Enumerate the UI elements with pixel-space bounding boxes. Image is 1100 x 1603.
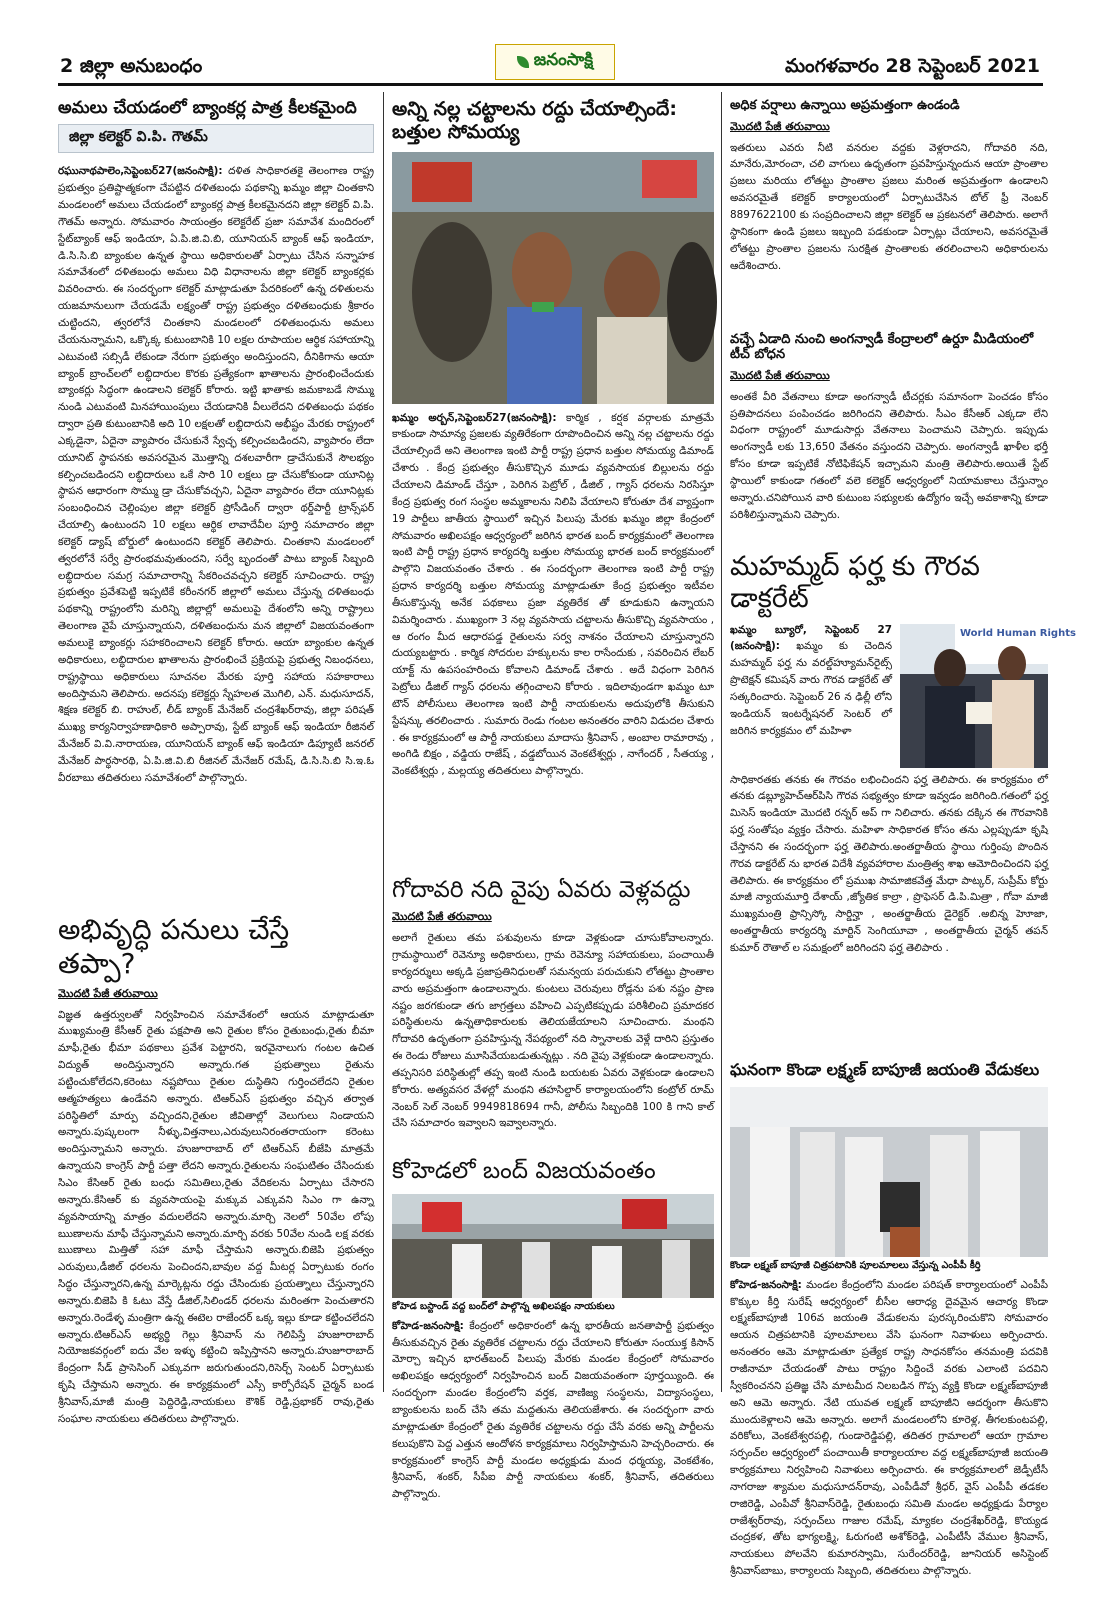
masthead-rule [58,83,1043,86]
continued-label: మొదటి పేజీ తరువాయి [730,368,830,382]
leaf-icon [517,56,529,68]
dateline: ఖమ్మం బ్యూరో, సెప్టెంబర్‌ 27 (జనంసాక్షి): [730,623,892,653]
article-body: మండల కేంద్రంలోని మండల పరిషత్‌ కార్యాలయంలో ఎంపీపీ కొక్కుల కీర్తి సురేష్‌ ఆధ్వర్యంలో బీసీల ఆరాధ్య దైవమైన ఆచార్య కొండా లక్ష్మణ్‌బాపూజీ 106వ జయంతి వేడుకలను పురస్కరించుకొని సోమవారం ఆయన చిత్రపటానికి పూలమాలలు వేసి ఘనంగా నివాళులు అర్పించారు. అనంతరం ఆమె మాట్లాడుతూ ప్రత్యేక రాష్ట్ర సాధనకోసం తనమంత్రి పదవికి రాజీనామా చేయడంతో పాటు రాష్ట్రం సిద్దించే వరకు ఎలాంటి పదవిని స్వీకరించనని ప్రతిజ్ఞ చేసి మాటమీద నిలబడిన గొప్ప వ్యక్తి కొండా లక్ష్మణ్‌బాపూజీ అని ఆమె అన్నారు. నేటి యువత లక్ష్మణ్‌ బాపూజీని ఆదర్శంగా తీసుకొని ముందుకెళ్లాలని ఆమె అన్నారు. అలాగే మండలంలోని కూరెళ్ల, తీగలకుంటపల్లి, వరికోలు, వెంకటేశ్వరపల్లి, గుండారెడ్డిపల్లి, తదితర గ్రామాలలో ఆయా గ్రామాల సర్పంచ్‌ల ఆధ్వర్యంలో పంచాయితీ కార్యాలయాల వద్ద లక్ష్మణ్‌బాపూజీ జయంతి కార్యక్రమాలు నిర్వహించి నివాళులు అర్పించారు. ఈ కార్యక్రమాలలో జెడ్పీటీసీ నాగరాజు శ్యామల మధుసూదన్‌రావు, ఎంపీడీవో శ్రీధర్‌, వైస్‌ ఎంపీపీ తడకల రాజిరెడ్డి, ఎంపీవో శ్రీనివాస్‌రెడ్డి, రైతుబంధు సమితి మండల అధ్యక్షుడు పేర్యాల రాజేశ్వర్‌రావు, సర్పంచ్‌లు గాజుల రమేష్‌, మ్యాకల చంద్రశేఖర్‌రెడ్డి, కొయ్యడ చంద్రకళ, తోట భాగ్యలక్ష్మి, ఓరుగంటి అశోక్‌రెడ్డి, ఎంపీటీసీ వేముల శ్రీనివాస్‌, నాయకులు పోలవేని కుమారస్వామి, సురేందర్‌రెడ్డి, జూనియర్‌ అసిస్టెంట్‌ శ్రీనివాస్‌బాబు, కార్యాలయ సిబ్బంది, తదితరులు పాల్గొన్నారు. [730,1278,1048,1578]
article-bapuji-jayanti [730,1277,1048,1603]
dateline: ఖమ్మం అర్బన్‌,సెప్టెంబర్‌27(జనంసాక్షి): [392,411,557,424]
page-label: 2 జిల్లా అనుబంధం [60,55,203,77]
article-godavari: అలాగే రైతులు తమ పశువులను కూడా వెళ్లకుండా చూసుకోవాలన్నారు. గ్రామస్థాయిలో రెవెన్యూ అధికారులు, గ్రామ రెవెన్యూ సహాయకులు, పంచాయితీ కార్యదర్శులు అక్కడి ప్రజాప్రతినిధులతో సమన్వయ పరుచుకుని లోతట్టు ప్రాంతాల వారు అప్రమత్తంగా ఉండాలన్నారు. కుంటలు చెరువులు రోడ్లను పశు నష్టం ప్రాణ నష్టం జరగకుండా తగు జాగ్రత్తలు వహించి ఎప్పటికప్పుడు పరిశీలించి ప్రమాదకర పరిస్థితులను ఉన్నతాధికారులకు తెలియజేయాలని సూచించారు. మంథని గోదావరి ఉదృతంగా ప్రవహిస్తున్న నేపథ్యంలో నది స్నానాలకు వెళ్లే దారిని ప్రస్తుతం ఈ రెండు రోజులు మూసివేయబడుతున్నట్లు . నది వైపు వెళ్లకుండా ఉండాలన్నారు. తప్పనిసరి పరిస్థితుల్లో తప్ప ఇంటి నుండి బయటకు ఏవరు వెళ్లకుండా ఉండాలని కోరారు. అత్యవసర వేళల్లో మంథని తహసిల్దార్‌ కార్యాలయంలోని కంట్రోల్‌ రూమ్‌ నెంబర్‌ సెల్‌ నెంబర్‌ 9949818694 గానీ, పోలీసు సిబ్బందికి 100 కి గాని కాల్‌ చేసి సమాచారం ఇవ్వాలని ఇవ్వాలన్నారు. [392,932,714,1130]
continued-label: మొదటి పేజీ తరువాయి [58,986,158,1000]
photo-banner-text: World Human Rights [960,627,1076,639]
column-middle [392,98,715,1501]
headline-godavari: గోదావరి నది వైపు ఏవరు వెళ్లవద్దు [392,876,691,903]
headline-kohed-bandh: కోహెడలో బంద్‌ విజయవంతం [392,1158,656,1185]
column-right [730,98,1076,1578]
article-kohed-bandh [392,1318,714,1518]
headline-doctorate: మహమ్మద్‌ ఫర్హ కు గౌరవ డాక్టరేట్‌ [730,550,980,615]
headline-black-laws: అన్ని నల్ల చట్టాలను రద్దు చేయాల్సిందే: బత్తుల సోమయ్య [392,98,677,143]
article-body: కార్మిక , కర్షక వర్గాలకు మాత్రమే కాకుండా సామాన్య ప్రజలకు వ్యతిరేకంగా రూపొందించిన అన్ని నల్ల చట్టాలను రద్దు చేయాల్సిందే అని తెలంగాణ ఇంటి పార్టీ రాష్ట్ర ప్రధాన బత్తుల సోమయ్య డిమాండ్‌ చేశారు . కేంద్ర ప్రభుత్వం తీసుకొచ్చిన మూడు వ్యవసాయక బిల్లులను రద్దు చేయాలని డిమాండ్‌ చేస్తూ , పెరిగిన పెట్రోల్‌ , డీజిల్‌ , గ్యాస్‌ ధరలను నిరసిస్తూ కేంద్ర ప్రభుత్వ రంగ సంస్థల అమ్మకాలను నిలిపి వేయాలని కోరుతూ దేశ వ్యాప్తంగా 19 పార్టీలు జాతీయ స్థాయిలో ఇచ్చిన పిలుపు మేరకు ఖమ్మం జిల్లా కేంద్రంలో సోమవారం అఖిలపక్షం ఆధ్వర్యంలో జరిగిన భారత బంద్‌ కార్యక్రమంలో తెలంగాణ ఇంటి పార్టీ రాష్ట్ర ప్రధాన కార్యదర్శి బత్తుల సోమయ్య భారత బంద్‌ కార్యక్రమంలో పాల్గొని విజయవంతం చేశారు . ఈ సందర్భంగా తెలంగాణ ఇంటి పార్టీ రాష్ట్ర ప్రధాన కార్యదర్శి బత్తుల సోమయ్య మాట్లాడుతూ కేంద్ర ప్రభుత్వం ఇటీవల తీసుకొస్తున్న అనేక పథకాలు ప్రజా వ్యతిరేక తో కూడుకుని ఉన్నాయని విమర్శించారు . ముఖ్యంగా 3 నల్ల వ్యవసాయ చట్టాలను తీసుకొచ్చి వ్యవసాయం , ఆ రంగం మీద ఆధారపడ్డ రైతులను సర్వ నాశనం చేయాలని చూస్తున్నారని దుయ్యబట్టారు . కార్మిక సోదరుల హక్కులను కాల రాసేందుకు , సవరించిన లేబర్‌ యాక్ట్‌ ను ఉపసంహరించు కోవాలని డిమాండ్‌ చేశారు . అదే విధంగా పెరిగిన పెట్రోలు డీజిల్‌ గ్యాస్‌ ధరలను తగ్గించాలని కోరారు . ఇదిలావుండగా ఖమ్మం టూ టౌన్‌ పోలీసులు తెలంగాణ ఇంటి పార్టీ నాయకులను అదుపులోకి తీసుకుని స్టేషన్కు తరలించారు . సుమారు రెండు గంటల అనంతరం వారిని విడుదల చేశారు . ఈ కార్యక్రమంలో ఆ పార్టీ నాయకులు మాదాసు శ్రీనివాస్‌ , అంబాల రామారావు , అంగిడి బిక్షం , వడ్డియ రాజేష్‌ , వడ్డబోయిన వెంకటేశ్వర్లు , నాగేందర్‌ , సీతయ్య , వెంకటేశ్వర్లు , మల్లయ్య తదితరులు పాల్గొన్నారు. [392,411,715,778]
photo-caption: కొండా లక్ష్మణ్‌ బాపూజీ చిత్రపటానికి పూలమాలలు వేస్తున్న ఎంపీపీ కీర్తి [730,1259,981,1271]
logo-text: జనంసాక్షి [533,50,594,70]
article-black-laws [392,410,714,865]
subhead-collector: జిల్లా కలెక్టర్‌ వి.పి. గౌతమ్‌ [58,124,374,153]
headline-anganwadi: వచ్చే ఏడాది నుంచి అంగన్వాడీ కేంద్రాలలో ఉర్దూ మీడియంలో టీచ్‌ బోధన [730,331,1034,363]
article-body: దళిత సాధికారతకై తెలంగాణ రాష్ట్ర ప్రభుత్వం ప్రతిష్టాత్మకంగా చేపట్టిన దళితబంధు పథకాన్ని ఖమ్మం జిల్లా చింతకాని మండలంలో అమలు చేయడంలో బ్యాంకర్ల పాత్ర కీలకమైనదని జిల్లా కలెక్టర్‌ వి.పి. గౌతమ్‌ అన్నారు. సోమవారం సాయంత్రం కలెక్టరేట్‌ ప్రజా సమావేశ మందిరంలో స్టేట్‌బ్యాంక్‌ ఆఫ్‌ ఇండియా, ఏ.పి.జి.వి.బి, యూనియన్‌ బ్యాంక్‌ ఆఫ్‌ ఇండియా, డి.సి.సి.బి బ్యాంకుల ఉన్నత స్థాయి అధికారులతో ఏర్పాటు చేసిన సన్నాహక సమావేశంలో దళితబంధు అమలు విధి విధానాలను జిల్లా కలెక్టర్‌ బ్యాంకర్లకు వివరించారు. ఈ సందర్భంగా కలెక్టర్‌ మాట్లాడుతూ పేదరికంలో ఉన్న దళితులను యజమానులుగా చేయడమే లక్ష్యంతో రాష్ట్ర ప్రభుత్వం దళితబంధుకు శ్రీకారం చుట్టిందని, త్వరలోనే చింతకాని మండలంలో దళితబంధును అమలు చేయనున్నామని, ఒక్కొక్క కుటుంబానికి 10 లక్షల రూపాయల ఆర్థిక సహాయాన్ని ఎటువంటి సబ్సిడీ లేకుండా నేరుగా ప్రభుత్వం అందిస్తుందని, దీనికిగాను ఆయా బ్యాంక్‌ బ్రాంచ్‌లలో లబ్ధిదారుల కొరకు ప్రత్యేకంగా ఖాతాలను ప్రారంభించేందుకు బ్యాంకర్లు సిద్ధంగా ఉండాలని కలెక్టర్‌ కోరారు. ఇట్టి ఖాతాకు జమకాబడే సొమ్ము నుండి ఎటువంటి మినహాయింపులు చేయడానికి వీలులేదని దళితబంధు పథకం ద్వారా ప్రతి కుటుంబానికి అది 10 లక్షలతో లబ్ధిదారుని అభీష్టం మేరకు రాష్ట్రంలో ఎక్కడైనా, ఏదైనా వ్యాపారం చేసుకునే స్వేచ్ఛ కల్పించబడిందని, వ్యాపారం లేదా యూనిట్‌ స్థాపనకు అవసరమైన మొత్తాన్ని దశలవారీగా డ్రాచేసుకునే సౌలభ్యం కల్పించబడిందని లబ్ధిదారులు ఒకే సారి 10 లక్షలు డ్రా చేసుకోకుండా యూనిట్ల స్థాపన ఆధారంగా సొమ్ము డ్రా చేసుకోవచ్చని, ఏదైనా వ్యాపారం లేదా యూనిట్లకు సంబంధించిన చెల్లింపుల జిల్లా కలెక్టర్‌ ప్రోసీడింగ్‌ ద్వారా థర్డ్‌పార్టీ ట్రాన్స్‌ఫర్‌ చేయాల్సి ఉంటుందని 10 లక్షలు ఆర్థిక లావాదేవీల పూర్తి సమాచారం జిల్లా కలెక్టర్‌ డ్యాష్‌ బోర్డులో ఉంటుందని కలెక్టర్‌ తెలిపారు. చింతకాని మండలంలో త్వరలోనే సర్వే ప్రారంభమవుతుందని, సర్వే బృందంతో పాటు బ్యాంక్‌ సిబ్బంది లబ్ధిదారుల సమగ్ర సమాచారాన్ని సేకరించవచ్చని కలెక్టర్‌ సూచించారు. రాష్ట్ర ప్రభుత్వం ప్రవేశపెట్టి ఇప్పటికే కరీంనగర్‌ జిల్లాలో అమలు చేస్తున్న దళితబంధు పథకాన్ని రాష్ట్రంలోని మరిన్ని జిల్లాల్లో అమలుపై దేశంలోని అన్ని రాష్ట్రాలు తెలంగాణ వైపే చూస్తున్నాయని, దళితబంధును మన జిల్లాలో విజయవంతంగా అమలుకై బ్యాంకర్లు సహకరించాలని కలెక్టర్‌ కోరారు. ఆయా బ్యాంకుల ఉన్నత అధికారులు, లబ్ధిదారుల ఖాతాలను ప్రారంభించే ప్రక్రియపై ప్రభుత్వ నిబంధనలు, రాష్ట్రస్థాయి అధికారులు సూచనల మేరకు పూర్తి సహాయ సహకారాలు అందిస్తామని తెలిపారు. అదనపు కలెక్టర్లు స్నేహలత మొగిలి, ఎన్‌. మధుసూదన్‌, శిక్షణ కలెక్టర్‌ బి. రాహుల్‌, లీడ్‌ బ్యాంక్‌ మేనేజర్‌ చంద్రశేఖర్‌రావు, జిల్లా పరిషత్‌ ముఖ్య కార్యనిర్వాహణాధికారి అప్పారావు, స్టేట్‌ బ్యాంక్‌ ఆఫ్‌ ఇండియా రీజినల్‌ మేనేజర్‌ వి.వి.నారాయణ, యూనియన్‌ బ్యాంక్‌ ఆఫ్‌ ఇండియా డిప్యూటీ జనరల్‌ మేనేజర్‌ పార్థసారథి, ఏ.పి.జి.వి.బి రీజినల్‌ మేనేజర్‌ రమేష్‌, డి.సి.సి.బి సి.ఇ.ఓ వీరబాబు తదితరులు సమావేశంలో పాల్గొన్నారు. [58,165,374,784]
bapuji-photo [730,1087,1048,1257]
column-left [58,98,374,1425]
article-anganwadi: అంతకే వీరి వేతనాలు కూడా అంగన్వాడీ టీచర్లకు సమానంగా పెంచడం కోసం ప్రతిపాదనలు పంపించడం జరిగిందని తెలిపారు. సీఎం కేసీఆర్‌ ఎక్కడా లేని విధంగా రాష్ట్రంలో మూడుసార్లు వేతనాలు పెంచామని చెప్పారు. ఇప్పుడు అంగన్వాడీ లకు 13,650 వేతనం వస్తుందని చెప్పారు. అంగన్వాడీ ఖాళీల భర్తీ కోసం కూడా ఇప్పటికే నోటిఫికేషన్‌ ఇచ్చామని మంత్రి తెలిపారు.అయితే స్టేట్‌ స్థాయిలో కాకుండా గతంలో వలె కలెక్టర్‌ ఆధ్వర్యంలో నియామకాలు చేస్తున్నాం అన్నారు.చనిపోయిన వారి కుటుంబ సభ్యులకు ఉద్యోగం ఇచ్చే అవకాశాన్ని కూడా పరిశీలిస్తున్నామని చెప్పారు. [730,390,1048,521]
protest-photo [392,152,714,404]
article-body: కేంద్రంలో అధికారంలో ఉన్న భారతీయ జనతాపార్టీ ప్రభుత్వం తీసుకువచ్చిన రైతు వ్యతిరేక చట్టాలను రద్దు చేయాలని కోరుతూ సంయుక్త కిసాన్‌ మోర్చా ఇచ్చిన భారత్‌బంద్‌ పిలుపు మేరకు మండల కేంద్రంలో సోమవారం అఖిలపక్షం ఆధ్వర్యంలో నిర్వహించిన బంద్‌ విజయవంతంగా పూర్తయ్యింది. ఈ సందర్భంగా మండల కేంద్రంలోని వర్తక, వాణిజ్య సంస్థలను, విద్యాసంస్థలు, బ్యాంకులను బంద్‌ చేసి తమ మద్దతును తెలియజేశారు. ఈ సందర్భంగా వారు మాట్లాడుతూ కేంద్రంలో రైతు వ్యతిరేక చట్టాలను రద్దు చేసే వరకు అన్ని పార్టీలను కలుపుకొని పెద్ద ఎత్తున ఆందోళన కార్యక్రమాలు నిర్వహిస్తామని హెచ్చరించారు. ఈ కార్యక్రమంలో కాంగ్రెస్‌ పార్టీ మండల అధ్యక్షుడు మంద ధర్మయ్య, వెంకటేశం, శ్రీనివాస్‌, శంకర్‌, సీపీఐ పార్టీ నాయకులు శంకర్‌, శ్రీనివాస్‌, తదితరులు పాల్గొన్నారు. [392,1319,714,1501]
masthead [0,0,1100,80]
headline-heavy-rains: అధిక వర్షాలు ఉన్నాయి అప్రమత్తంగా ఉండండి [730,98,960,113]
headline-bapuji-jayanti: ఘనంగా కొండా లక్ష్మణ్‌ బాపూజీ జయంతి వేడుకలు [730,1059,1040,1079]
column-divider [721,92,722,1392]
article-body: ఖమ్మం కు చెందిన మహమ్మద్‌ ఫర్హ ను వరల్డ్‌హ్యూమన్‌రైట్స్‌ ప్రొటెక్షన్‌ కమిషన్‌ వారు గౌరవ డాక్టరేట్‌ తో సత్కరించారు. సెప్టెంబర్‌ 26 న ఢిల్లీ లోని ఇండియన్‌ ఇంటర్నేషనల్‌ సెంటర్‌ లో జరిగిన కార్యక్రమం లో మహిళా [730,640,892,737]
photo-caption: కోహెడ బస్టాండ్‌ వద్ద బంద్‌లో పాల్గొన్న అఖిలపక్షం నాయకులు [392,1300,615,1312]
article-bankers-role [58,163,374,899]
dateline: కోహెడ-జనంసాక్షి: [730,1278,802,1291]
continued-label: మొదటి పేజీ తరువాయి [392,910,492,924]
article-heavy-rains: ఇతరులు ఎవరు నీటి వనరుల వద్దకు వెళ్లరాదని, గోదావరి నది, మానేరు,మోరంచా, చలి వాగులు ఉధృతంగా ప్రవహిస్తున్నందున ఆయా ప్రాంతాల ప్రజలు మరియు లోతట్టు ప్రాంతాల ప్రజలు మరింత అప్రమత్తంగా ఉండాలని అవసరమైతే కలెక్టర్‌ కార్యాలయంలో ఏర్పాటుచేసిన టోల్‌ ఫ్రీ నెంబర్‌ 8897622100 కు సంప్రదించాలని జిల్లా కలెక్టర్‌ ఆ ప్రకటనలో తెలిపారు. అలాగే స్థానికంగా ఉండి ప్రజలు ఇబ్బంది పడకుండా ఏర్పాట్లు చేయాలని, అవసరమైతే లోతట్టు ప్రాంతాల ప్రజలను సురక్షిత ప్రాంతాలకు తరలించాలని అధికారులను ఆదేశించారు. [730,141,1048,272]
dateline: కోహెడ-జనంసాక్షి: [392,1319,464,1332]
column-divider [383,92,384,1392]
headline-bankers-role: అమలు చేయడంలో బ్యాంకర్ల పాత్ర కీలకమైంది [58,98,357,118]
newspaper-logo [495,44,615,80]
article-development-works: విజ్ఞత ఉత్తర్వులతో నిర్వహించిన సమావేశంలో ఆయన మాట్లాడుతూ ముఖ్యమంత్రి కేసీఆర్‌ రైతు పక్షపాతి అని రైతుల కోసం రైతుబంధు,రైతు బీమా మాఫీ,రైతు భీమా పథకాలు ప్రవేశ పెట్టారని, ఇరవైనాలుగు గంటల ఉచిత విద్యుత్‌ అందిస్తున్నారని అన్నారు.గత ప్రభుత్వాలు రైతును పట్టించుకోలేదని,కరెంటు నష్టపోయి రైతుల దుస్థితిని గుర్తించలేదని రైతుల ఆత్మహత్యలు ఉండేవని అన్నారు. టిఆర్‌ఎస్‌ ప్రభుత్వం వచ్చిన తర్వాత పరిస్థితిలో మార్పు వచ్చిందని,రైతుల జీవితాల్లో వెలుగులు నిండాయని అన్నారు.పుష్కలంగా నీళ్ళు,విత్తనాలు,ఎరువులునిరంతరాయంగా కరెంటు అందిస్తున్నామని అన్నారు. హుజూరాబాద్‌ లో టిఆర్‌ఎస్‌ బీజేపి మాత్రమే ఉన్నాయని కాంగ్రెస్‌ పార్టీ పత్తా లేదని అన్నారు.రైతులను సంఘటితం చేసిందుకు సిఎం కేసిఆర్‌ రైతు బంధు సమితిలు,రైతు వేదికలను ఏర్పాటు చేసారని అన్నారు.కేసిఆర్‌ కు వ్యవసాయంపై మక్కువ ఎక్కువని సిఎం గా ఉన్నా వ్యవసాయాన్ని మాత్రం వదులలేదని అన్నారు.మార్చి నెలలో 50వేల లోపు ఋణాలను మాఫీ చేస్తున్నామని అన్నారు.మార్చి వరకు 50వేల నుండి లక్ష వరకు ఋణాలు మిత్తితో సహా మాఫీ చేస్తామని అన్నారు.బిజెపి ప్రభుత్వం ఎరువులు,డీజిల్‌ ధరలను పెంచిందని,బావుల వద్ద మీటర్ల ఏర్పాటుకు రంగం సిద్ధం చేస్తున్నారని,ఉన్న మార్కెట్లను రద్దు చేసిందుకు ప్రయత్నాలు చేస్తున్నారని అన్నారు.బిజెపి కి ఓటు వేస్తే డీజిల్‌,సిలిండర్‌ ధరలను మరింతగా పెంచుతారని అన్నారు.రెండేళ్ళ మంత్రిగా ఉన్న ఈటెల రాజేందర్‌ ఒక్క ఇల్లు కూడా కట్టించలేదని అన్నారు.టిఆర్‌ఎస్‌ అభ్యర్థి గెల్లు శ్రీనివాస్‌ ను గెలిపిస్తే హుజూరాబాద్‌ నియోజకవర్గంలో ఐదు వేల ఇళ్ళు కట్టించి ఇప్పిస్తానని అన్నారు.హుజూరాబాద్‌ కేంద్రంగా సీడ్‌ ప్రాసెసింగ్‌ ఎక్కువగా జరుగుతుందని,రిసెర్చ్‌ సెంటర్‌ ఏర్పాటుకు కృషి చేస్తామని అన్నారు. ఈ కార్యక్రమంలో ఎస్సీ కార్పోరేషన్‌ చైర్మన్‌ బండ శ్రీనివాస్‌,మాజీ మంత్రి పెద్దిరెడ్డి,నాయకులు కౌశిక్‌ రెడ్డి,ప్రభాకర్‌ రావు,రైతు సంఘాల నాయకులు తదితరులు పాల్గొన్నారు. [58,1008,374,1425]
continued-label: మొదటి పేజీ తరువాయి [730,119,830,133]
article-doctorate-intro [730,622,892,772]
issue-date: మంగళవారం 28 సెప్టెంబర్‌ 2021 [784,55,1040,77]
bandh-photo [392,1194,714,1298]
article-doctorate: సాధికారతకు తనకు ఈ గౌరవం లభించిందని ఫర్హ తెలిపారు. ఈ కార్యక్రమం లో తనకు డబ్ల్యూహెచ్‌ఆర్‌పిసి గౌరవ సభ్యత్వం కూడా ఇవ్వడం జరిగింది.గతంలో ఫర్హ మిసెస్‌ ఇండియా మొదటి రన్నర్‌ అప్‌ గా నిలిచారు. తనకు దక్కిన ఈ గౌరవానికి ఫర్హ సంతోషం వ్యక్తం చేసారు. మహిళా సాధికారత కోసం తను ఎల్లప్పుడూ కృషి చేస్తానని ఈ సందర్భంగా ఫర్హ తెలిపారు.అంతర్జాతీయ స్థాయి గుర్తింపు పొందిన గౌరవ డాక్టరేట్‌ ను భారత విదేశీ వ్యవహారాల మంత్రిత్వ శాఖ ఆమోదించిందని ఫర్హ తెలిపారు. ఈ కార్యక్రమం లో ప్రముఖ సామాజికవేత్త మేధా పాట్కర్‌, సుప్రీమ్‌ కోర్టు మాజీ న్యాయమూర్తి దేశాయ్‌ ,జ్యోతిక కాల్రా , ప్రొఫెసర్‌ డి.పి.మిత్రా , గోవా మాజీ ముఖ్యమంత్రి ఫ్రాన్సిస్కో సార్డిన్హా , అంతర్జాతీయ డైరెక్టర్‌ .అబిన్న హెూజా, అంతర్జాతీయ కార్యదర్శి మార్టిన్‌ సెంగియూవా , అంతర్జాతీయ చైర్మన్‌ తపన్‌ కుమార్‌ రౌతాల్‌ ల సమక్షంలో జరిగిందని ఫర్హ తెలిపారు . [730,773,1048,954]
dateline: రఘునాథపాలెం,సెప్టెంబర్‌27(జనంసాక్షి): [58,165,223,178]
award-photo [900,624,1076,768]
headline-development-works: అభివృద్ధి పనులు చేస్తే తప్పా? [58,913,290,980]
doctorate-block [730,622,1076,772]
